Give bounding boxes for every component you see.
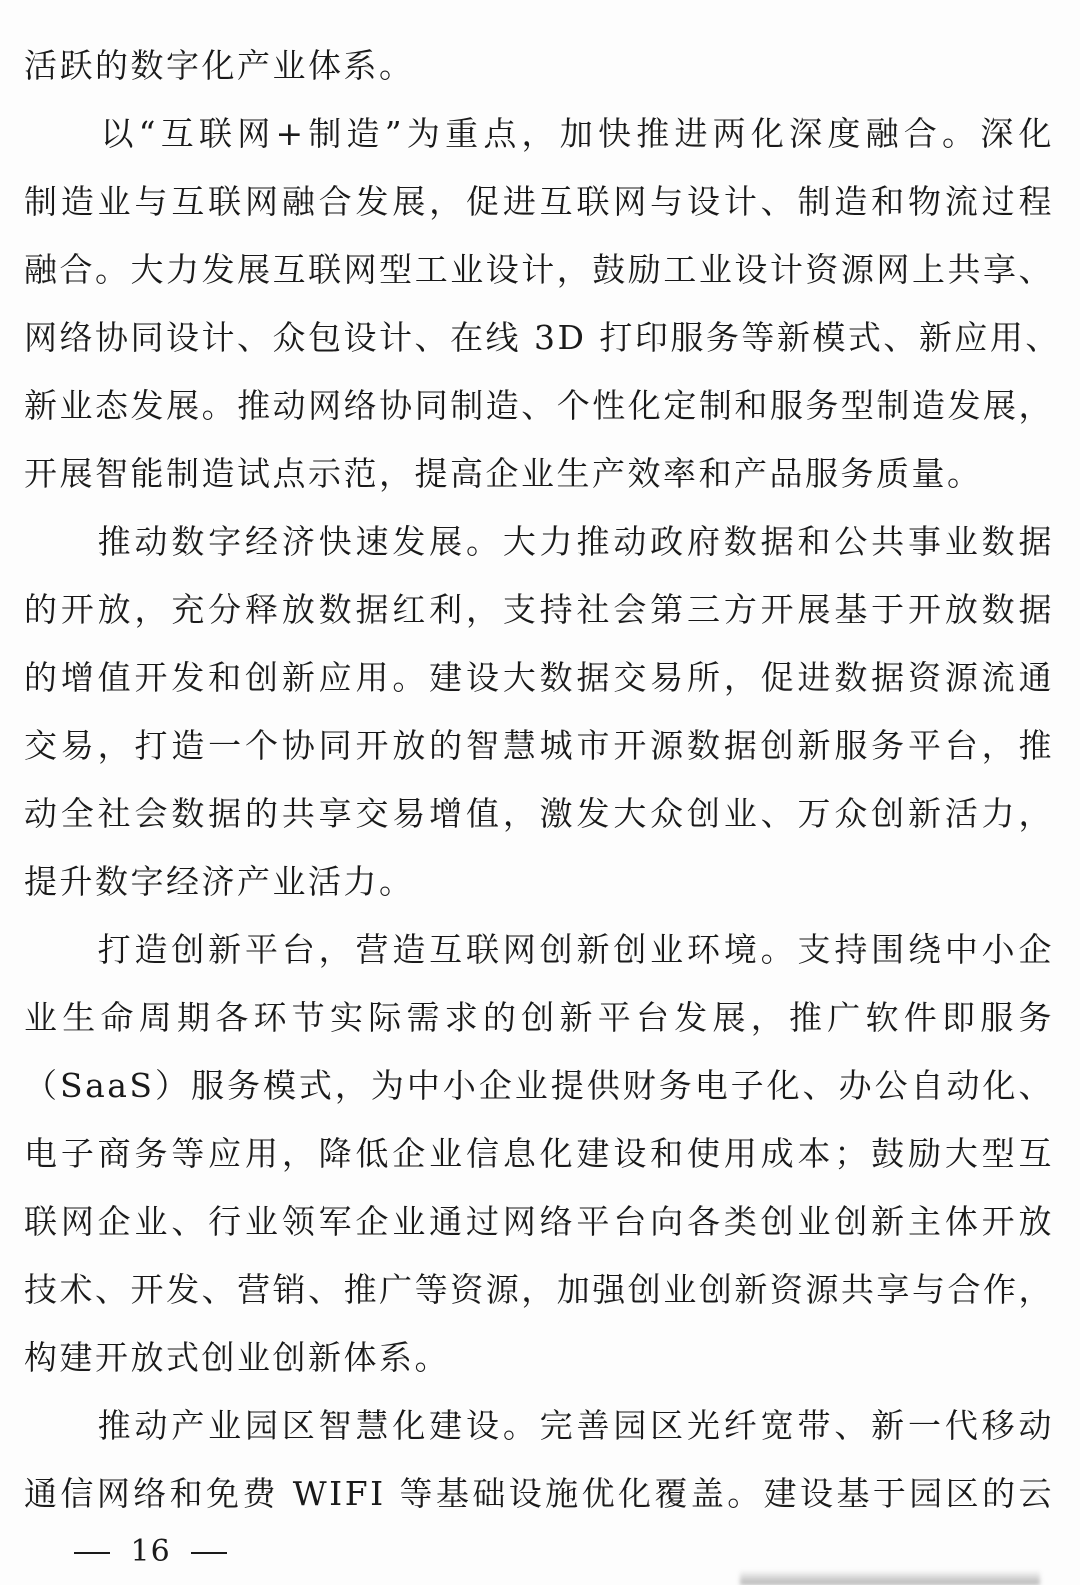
scan-artifact (740, 1570, 1040, 1585)
footer-dash-left (74, 1552, 110, 1554)
text-line: （SaaS）服务模式，为中小企业提供财务电子化、办公自动化、 (24, 1066, 1054, 1105)
text-line: 网络协同设计、众包设计、在线 3D 打印服务等新模式、新应用、 (24, 318, 1061, 357)
text-line: 新业态发展。推动网络协同制造、个性化定制和服务型制造发展， (24, 386, 1054, 425)
text-line: 活跃的数字化产业体系。 (24, 46, 415, 85)
text-line: 提升数字经济产业活力。 (24, 862, 415, 901)
text-line: 推动产业园区智慧化建设。完善园区光纤宽带、新一代移动 (24, 1406, 1054, 1445)
text-line: 的开放，充分释放数据红利，支持社会第三方开展基于开放数据 (24, 590, 1054, 629)
text-line: 联网企业、行业领军企业通过网络平台向各类创业创新主体开放 (24, 1202, 1054, 1241)
text-line: 的增值开发和创新应用。建设大数据交易所，促进数据资源流通 (24, 658, 1054, 697)
text-line: 开展智能制造试点示范，提高企业生产效率和产品服务质量。 (24, 454, 983, 493)
text-line: 推动数字经济快速发展。大力推动政府数据和公共事业数据 (24, 522, 1054, 561)
text-line: 动全社会数据的共享交易增值，激发大众创业、万众创新活力， (24, 794, 1054, 833)
text-line: 交易，打造一个协同开放的智慧城市开源数据创新服务平台，推 (24, 726, 1054, 765)
text-line: 构建开放式创业创新体系。 (24, 1338, 450, 1377)
page-number: 16 (130, 1534, 171, 1569)
text-line: 通信网络和免费 WIFI 等基础设施优化覆盖。建设基于园区的云 (24, 1474, 1054, 1513)
page-footer (64, 1534, 237, 1569)
body-text (24, 32, 1061, 1528)
text-line: 以“互联网+制造”为重点，加快推进两化深度融合。深化 (24, 114, 1054, 153)
text-line: 制造业与互联网融合发展，促进互联网与设计、制造和物流过程 (24, 182, 1054, 221)
text-line: 电子商务等应用，降低企业信息化建设和使用成本；鼓励大型互 (24, 1134, 1054, 1173)
footer-dash-right (191, 1552, 227, 1554)
text-line: 业生命周期各环节实际需求的创新平台发展，推广软件即服务 (24, 998, 1054, 1037)
text-line: 融合。大力发展互联网型工业设计，鼓励工业设计资源网上共享、 (24, 250, 1054, 289)
text-line: 打造创新平台，营造互联网创新创业环境。支持围绕中小企 (24, 930, 1054, 969)
text-line: 技术、开发、营销、推广等资源，加强创业创新资源共享与合作， (24, 1270, 1054, 1309)
